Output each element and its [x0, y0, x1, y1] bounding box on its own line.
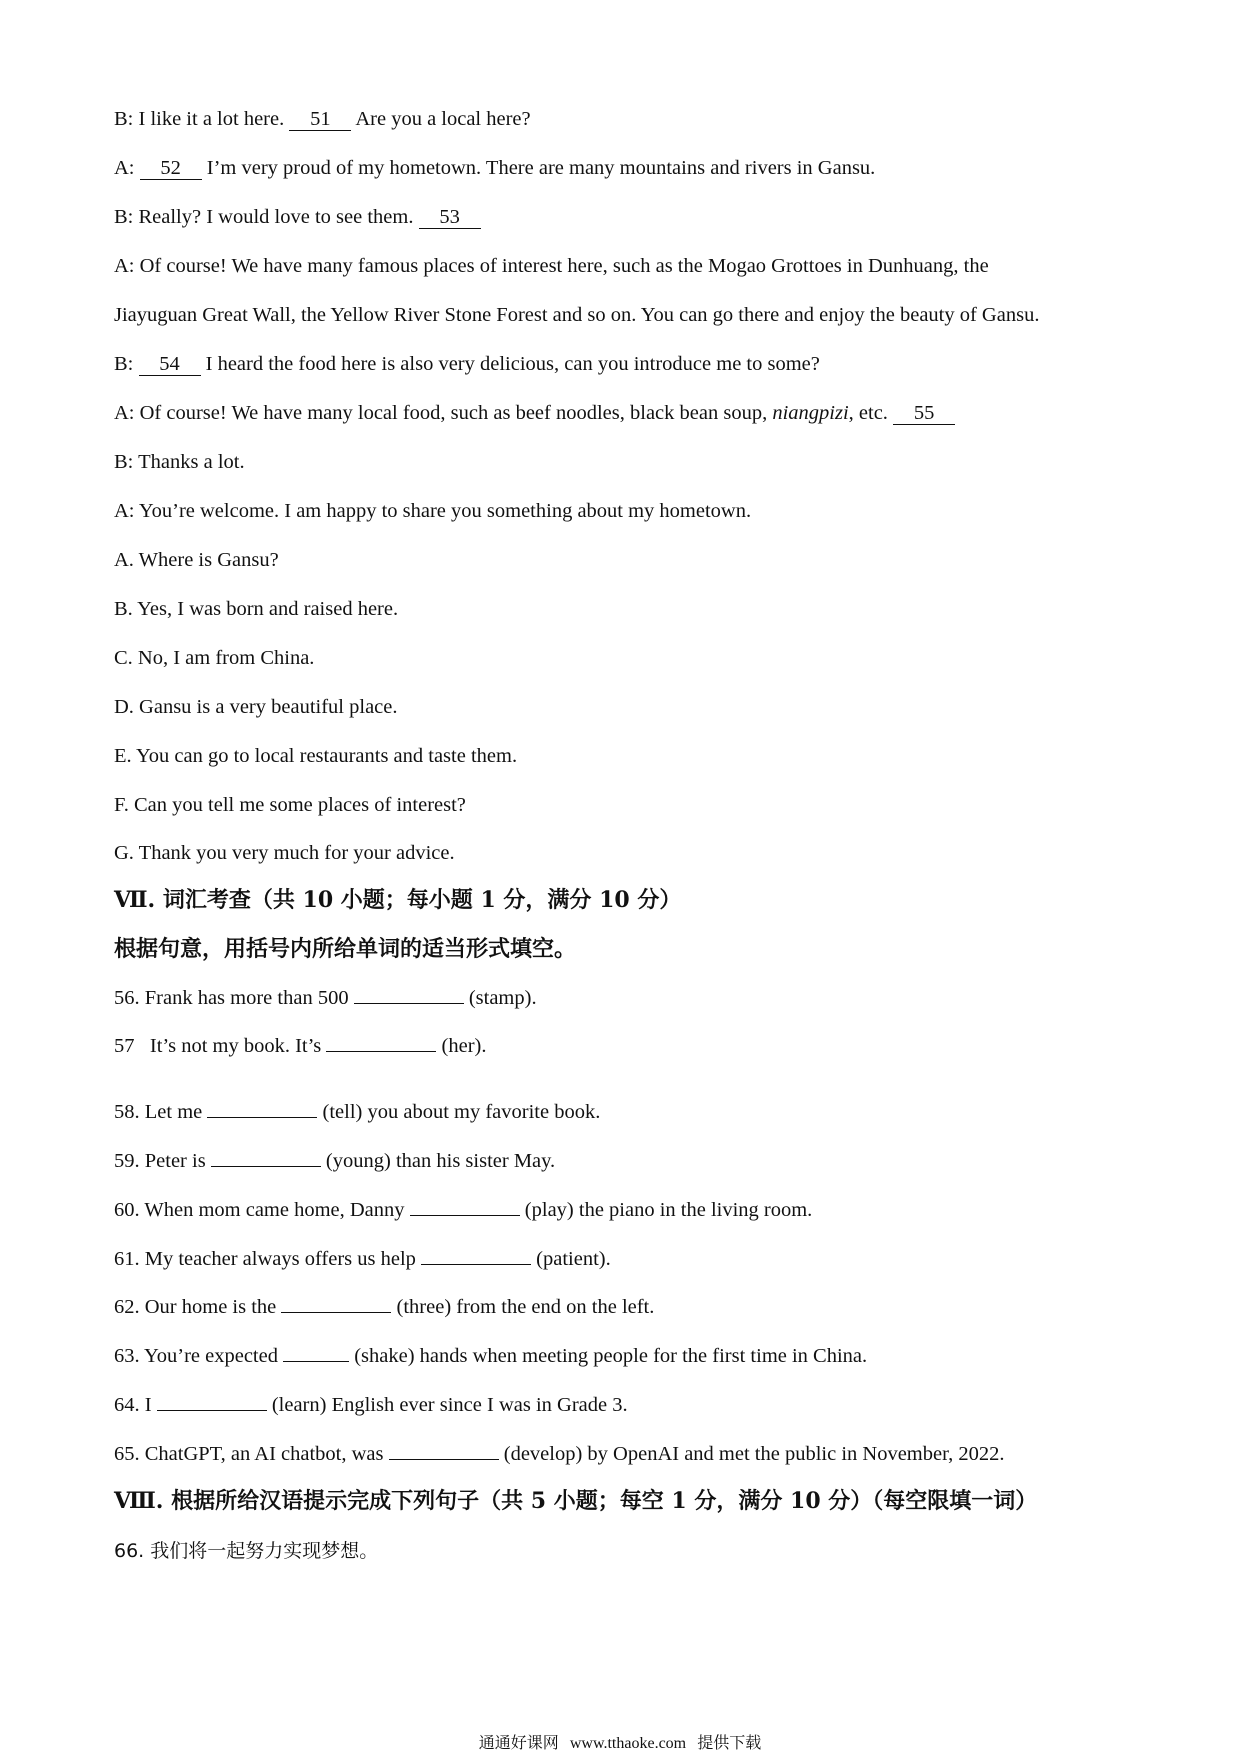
- answer-blank-58[interactable]: [207, 1117, 317, 1118]
- question-64: 64. I (learn) English ever since I was in Grade 3.: [114, 1394, 628, 1416]
- footer-note: 提供下载: [697, 1733, 762, 1752]
- question-59: 59. Peter is (young) than his sister May.: [114, 1150, 556, 1172]
- dialogue-line-53: B: Really? I would love to see them. 53: [114, 204, 481, 230]
- dialogue-line-52: A: 52 I’m very proud of my hometown. There are many mountains and rivers in Gansu.: [114, 157, 876, 179]
- dialogue-line: Jiayuguan Great Wall, the Yellow River Stone Forest and so on. You can go there and enjoy the beauty of Gansu.: [114, 304, 1040, 326]
- question-57: 57 It’s not my book. It’s (her).: [114, 1035, 487, 1057]
- dialogue-line-51: B: I like it a lot here. 51 Are you a local here?: [114, 108, 531, 130]
- answer-blank-61[interactable]: [421, 1264, 531, 1265]
- option-d: D. Gansu is a very beautiful place.: [114, 696, 398, 718]
- answer-blank-62[interactable]: [281, 1312, 391, 1313]
- question-60: 60. When mom came home, Danny (play) the piano in the living room.: [114, 1199, 813, 1221]
- answer-blank-51[interactable]: 51: [289, 108, 351, 131]
- option-f: F. Can you tell me some places of interest?: [114, 794, 466, 816]
- question-63: 63. You’re expected (shake) hands when meeting people for the first time in China.: [114, 1345, 868, 1367]
- section-7-title: Ⅶ. 词汇考查（共 10 小题；每小题 1 分，满分 10 分）: [114, 887, 682, 913]
- answer-blank-53[interactable]: 53: [419, 206, 481, 229]
- option-a: A. Where is Gansu?: [114, 549, 279, 571]
- answer-blank-60[interactable]: [410, 1215, 520, 1216]
- answer-blank-57[interactable]: [326, 1051, 436, 1052]
- page-footer: [0, 1730, 1240, 1753]
- option-b: B. Yes, I was born and raised here.: [114, 598, 399, 620]
- section-8-title: Ⅷ. 根据所给汉语提示完成下列句子（共 5 小题；每空 1 分，满分 10 分）（每空限填一词）: [114, 1488, 1038, 1514]
- answer-blank-63[interactable]: [283, 1361, 349, 1362]
- answer-blank-64[interactable]: [157, 1410, 267, 1411]
- answer-blank-56[interactable]: [354, 1003, 464, 1004]
- option-g: G. Thank you very much for your advice.: [114, 842, 455, 864]
- answer-blank-54[interactable]: 54: [139, 353, 201, 376]
- answer-blank-55[interactable]: 55: [893, 402, 955, 425]
- option-e: E. You can go to local restaurants and taste them.: [114, 745, 518, 767]
- question-62: 62. Our home is the (three) from the end on the left.: [114, 1296, 655, 1318]
- dialogue-line: B: Thanks a lot.: [114, 451, 245, 473]
- dialogue-line-55: A: Of course! We have many local food, such as beef noodles, black bean soup, niangpizi, etc. 55: [114, 400, 955, 426]
- question-56: 56. Frank has more than 500 (stamp).: [114, 987, 537, 1009]
- dialogue-line: A: Of course! We have many famous places of interest here, such as the Mogao Grottoes in Dunhuang, the: [114, 255, 989, 277]
- dialogue-line: A: You’re welcome. I am happy to share you something about my hometown.: [114, 500, 752, 522]
- answer-blank-52[interactable]: 52: [140, 157, 202, 180]
- question-65: 65. ChatGPT, an AI chatbot, was (develop) by OpenAI and met the public in November, 2022.: [114, 1443, 1005, 1465]
- footer-site-name: 通通好课网: [478, 1733, 559, 1752]
- question-58: 58. Let me (tell) you about my favorite book.: [114, 1101, 601, 1123]
- footer-url[interactable]: www.tthaoke.com: [569, 1735, 687, 1752]
- question-61: 61. My teacher always offers us help (patient).: [114, 1248, 611, 1270]
- option-c: C. No, I am from China.: [114, 647, 315, 669]
- dialogue-line-54: B: 54 I heard the food here is also very delicious, can you introduce me to some?: [114, 353, 820, 375]
- question-66: 66. 我们将一起努力实现梦想。: [114, 1540, 379, 1562]
- section-7-instruction: 根据句意，用括号内所给单词的适当形式填空。: [114, 936, 577, 962]
- answer-blank-65[interactable]: [389, 1459, 499, 1460]
- answer-blank-59[interactable]: [211, 1166, 321, 1167]
